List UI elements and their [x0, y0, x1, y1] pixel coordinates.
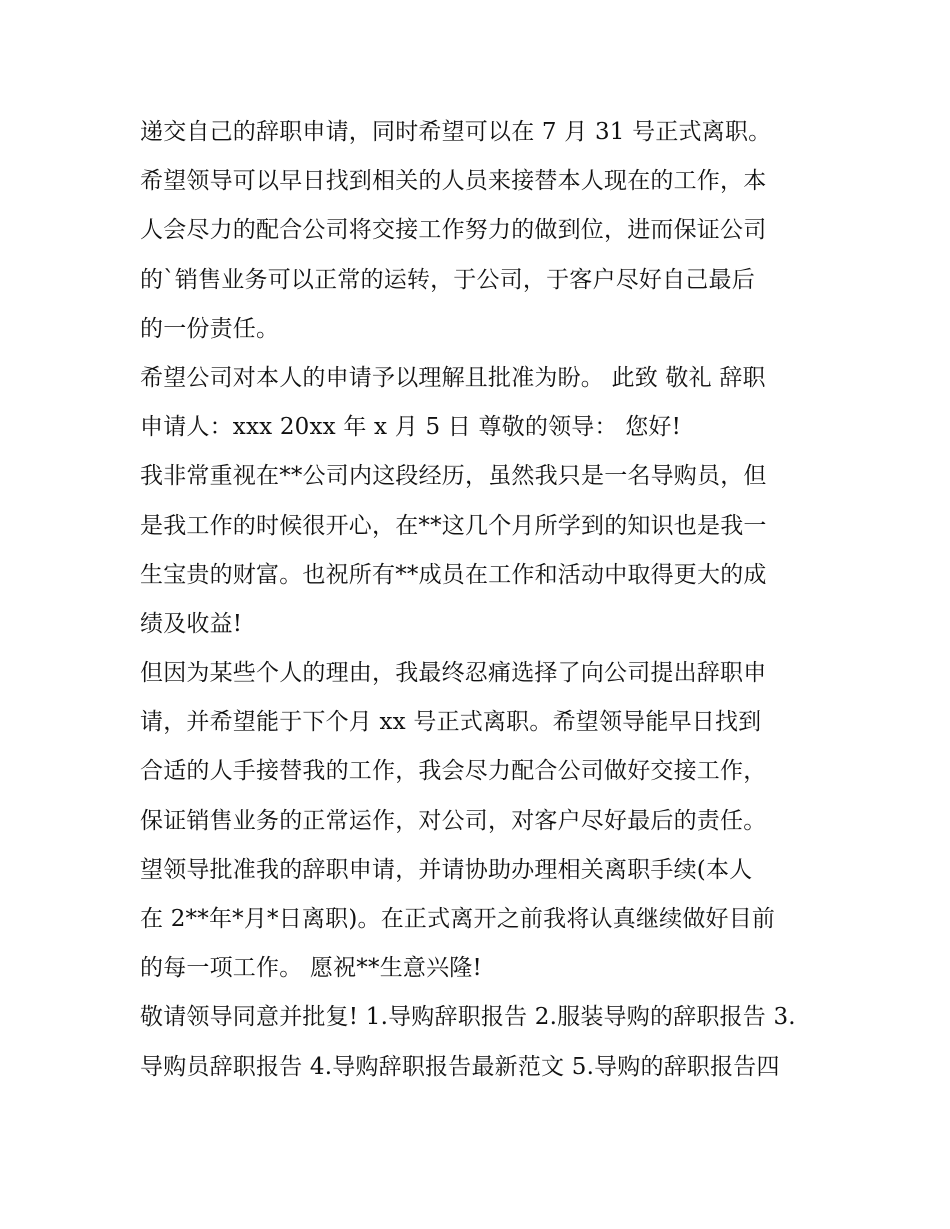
text-line: 导购员辞职报告 4.导购辞职报告最新范文 5.导购的辞职报告四	[140, 1053, 780, 1080]
text-line: 但因为某些个人的理由，我最终忍痛选择了向公司提出辞职申	[140, 660, 767, 687]
text-line: 人会尽力的配合公司将交接工作努力的做到位，进而保证公司	[140, 217, 767, 244]
text-line: 递交自己的辞职申请，同时希望可以在 7 月 31 号正式离职。	[140, 119, 772, 145]
text-line: 的`销售业务可以正常的运转，于公司，于客户尽好自己最后	[140, 266, 755, 293]
text-line: 我非常重视在**公司内这段经历，虽然我只是一名导购员，但	[140, 463, 767, 490]
text-line: 合适的人手接替我的工作，我会尽力配合公司做好交接工作，	[140, 758, 767, 785]
text-line: 保证销售业务的正常运作，对公司，对客户尽好最后的责任。	[140, 807, 767, 834]
text-line: 敬请领导同意并批复! 1.导购辞职报告 2.服装导购的辞职报告 3.	[140, 1004, 796, 1031]
text-line: 请，并希望能于下个月 xx 号正式离职。希望领导能早日找到	[140, 709, 762, 736]
text-line: 申请人：xxx 20xx 年 x 月 5 日 尊敬的领导： 您好!	[140, 414, 682, 441]
text-line: 绩及收益!	[140, 610, 243, 637]
text-line: 生宝贵的财富。也祝所有**成员在工作和活动中取得更大的成	[140, 561, 767, 588]
text-line: 是我工作的时候很开心，在**这几个月所学到的知识也是我一	[140, 512, 767, 539]
text-line: 希望领导可以早日找到相关的人员来接替本人现在的工作，本	[140, 168, 767, 195]
text-line: 希望公司对本人的申请予以理解且批准为盼。 此致 敬礼 辞职	[140, 364, 766, 391]
text-line: 望领导批准我的辞职申请，并请协助办理相关离职手续(本人	[140, 856, 753, 883]
document-body	[140, 108, 820, 1092]
text-line: 的一份责任。	[140, 315, 280, 342]
text-line: 的每一项工作。 愿祝**生意兴隆!	[140, 955, 482, 982]
text-line: 在 2**年*月*日离职)。在正式离开之前我将认真继续做好目前	[140, 906, 776, 932]
